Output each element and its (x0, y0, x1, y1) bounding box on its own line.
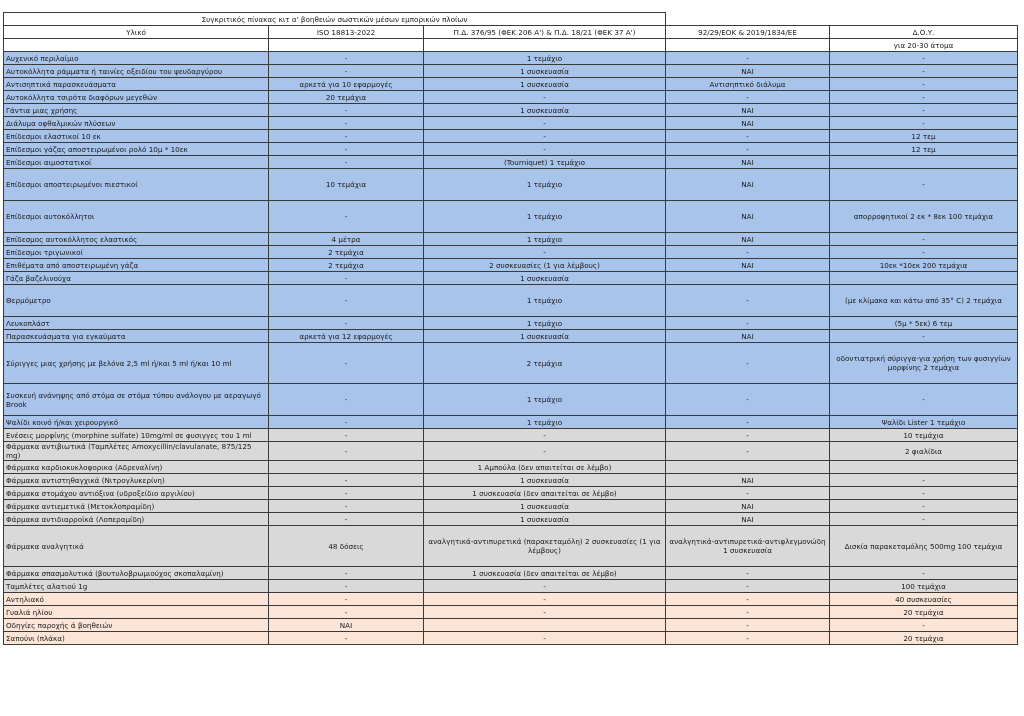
header-cell: ISO 18813-2022 (269, 26, 424, 39)
table-row (4, 513, 1018, 526)
item-cell: Φάρμακα αντιβιωτικά (Ταμπλέτες Amoxycillin/clavulanate, 875/125 mg) (4, 442, 269, 461)
doy-cell: 20 τεμάχια (830, 632, 1018, 645)
eu-cell: - (666, 487, 830, 500)
table-row (4, 246, 1018, 259)
doy-cell (830, 272, 1018, 285)
iso-cell: - (269, 442, 424, 461)
doy-cell: 12 τεμ (830, 130, 1018, 143)
pd-cell: - (424, 593, 666, 606)
doy-cell: - (830, 474, 1018, 487)
item-cell: Σαπούνι (πλάκα) (4, 632, 269, 645)
table-row (4, 442, 1018, 461)
eu-cell: ΝΑΙ (666, 233, 830, 246)
table-row (4, 461, 1018, 474)
pd-cell: - (424, 130, 666, 143)
pd-cell: - (424, 117, 666, 130)
item-cell: Διάλυμα οφθαλμικών πλύσεων (4, 117, 269, 130)
pd-cell: 2 τεμάχια (424, 343, 666, 384)
table-row (4, 567, 1018, 580)
iso-cell: αρκετά για 12 εφαρμογές (269, 330, 424, 343)
eu-cell: ΝΑΙ (666, 474, 830, 487)
eu-cell: ΝΑΙ (666, 259, 830, 272)
iso-cell: - (269, 474, 424, 487)
doy-cell: (με κλίμακα και κάτω από 35° C) 2 τεμάχια (830, 285, 1018, 317)
header-cell: Π.Δ. 376/95 (ΦΕΚ 206 Α') & Π.Δ. 18/21 (ΦΕΚ 37 Α') (424, 26, 666, 39)
doy-cell: - (830, 487, 1018, 500)
table-row (4, 384, 1018, 416)
iso-cell: - (269, 632, 424, 645)
doy-cell: - (830, 513, 1018, 526)
doy-cell: 20 τεμάχια (830, 606, 1018, 619)
pd-cell: 1 τεμάχιο (424, 285, 666, 317)
doy-cell: - (830, 91, 1018, 104)
iso-cell: - (269, 65, 424, 78)
pd-cell (424, 619, 666, 632)
item-cell: Οδηγίες παροχής ά βοηθειών (4, 619, 269, 632)
iso-cell: - (269, 429, 424, 442)
table-row (4, 619, 1018, 632)
eu-cell: ΝΑΙ (666, 156, 830, 169)
item-cell: Επίδεσμοι αυτοκόλλητοι (4, 201, 269, 233)
subheader-cell: για 20-30 άτομα (830, 39, 1018, 52)
table-row (4, 78, 1018, 91)
pd-cell: 1 τεμάχιο (424, 416, 666, 429)
iso-cell: 20 τεμάχια (269, 91, 424, 104)
pd-cell: 1 τεμάχιο (424, 169, 666, 201)
doy-cell: - (830, 384, 1018, 416)
iso-cell: - (269, 272, 424, 285)
item-cell: Επίδεσμοι τριγωνικοί (4, 246, 269, 259)
pd-cell: 1 συσκευασία (424, 272, 666, 285)
iso-cell: - (269, 384, 424, 416)
header-cell: Δ.Ο.Υ. (830, 26, 1018, 39)
eu-cell: ΝΑΙ (666, 201, 830, 233)
pd-cell: 1 συσκευασία (424, 474, 666, 487)
pd-cell: 1 τεμάχιο (424, 233, 666, 246)
table-row (4, 233, 1018, 246)
doy-cell: Δισκία παρακεταμόλης 500mg 100 τεμάχια (830, 526, 1018, 567)
eu-cell: ΝΑΙ (666, 500, 830, 513)
pd-cell: 1 συσκευασία (424, 500, 666, 513)
item-cell: Αυτοκόλλητα τσιρότα διαφόρων μεγεθών (4, 91, 269, 104)
table-row (4, 526, 1018, 567)
doy-cell (830, 461, 1018, 474)
doy-cell (830, 156, 1018, 169)
pd-cell: 1 τεμάχιο (424, 384, 666, 416)
iso-cell: 4 μέτρα (269, 233, 424, 246)
item-cell: Φάρμακα καρδιοκυκλοφορικα (Αδρεναλίνη) (4, 461, 269, 474)
table-row (4, 52, 1018, 65)
eu-cell (666, 272, 830, 285)
eu-cell: - (666, 619, 830, 632)
iso-cell: - (269, 201, 424, 233)
item-cell: Φάρμακα αντιεμετικά (Μετοκλοπραμίδη) (4, 500, 269, 513)
item-cell: Ταμπλέτες αλατιού 1g (4, 580, 269, 593)
item-cell: Γάζα βαζελινούχα (4, 272, 269, 285)
eu-cell: - (666, 317, 830, 330)
pd-cell: 1 Αμπούλα (δεν απαιτείται σε λέμβο) (424, 461, 666, 474)
eu-cell: ΝΑΙ (666, 104, 830, 117)
doy-cell: - (830, 500, 1018, 513)
iso-cell: - (269, 52, 424, 65)
pd-cell: 1 τεμάχιο (424, 201, 666, 233)
table-row (4, 474, 1018, 487)
eu-cell: - (666, 143, 830, 156)
item-cell: Φάρμακα αντιδιαρροϊκά (Λοπεραμίδη) (4, 513, 269, 526)
item-cell: Επίδεσμοι γάζας αποστειρωμένοι ρολό 10μ * 10εκ (4, 143, 269, 156)
item-cell: Φάρμακα σπασμολυτικά (βουτυλοβρωμιούχος σκοπαλαμίνη) (4, 567, 269, 580)
eu-cell: - (666, 130, 830, 143)
doy-cell: (5μ * 5εκ) 6 τεμ (830, 317, 1018, 330)
iso-cell: - (269, 580, 424, 593)
table-row (4, 117, 1018, 130)
pd-cell: αναλγητικά-αντιπυρετικά (παρακεταμόλη) 2 συσκευασίες (1 για λέμβους) (424, 526, 666, 567)
iso-cell: - (269, 156, 424, 169)
eu-cell: - (666, 442, 830, 461)
table-row (4, 593, 1018, 606)
item-cell: Αντισηπτικά παρασκευάσματα (4, 78, 269, 91)
doy-cell: - (830, 169, 1018, 201)
doy-cell: - (830, 619, 1018, 632)
eu-cell: ΝΑΙ (666, 330, 830, 343)
eu-cell: ΝΑΙ (666, 65, 830, 78)
item-cell: Γάντια μιας χρήσης (4, 104, 269, 117)
item-cell: Σύριγγες μιας χρήσης με βελόνα 2,5 ml ή/και 5 ml ή/και 10 ml (4, 343, 269, 384)
item-cell: Λευκοπλάστ (4, 317, 269, 330)
iso-cell: - (269, 343, 424, 384)
doy-cell: - (830, 117, 1018, 130)
item-cell: Αυχενικό περιλαίμιο (4, 52, 269, 65)
eu-cell: Αντισηπτικό διάλυμα (666, 78, 830, 91)
pd-cell: - (424, 246, 666, 259)
item-cell: Φάρμακα αναλγητικά (4, 526, 269, 567)
doy-cell: 10εκ *10εκ 200 τεμάχια (830, 259, 1018, 272)
pd-cell: 1 συσκευασία (δεν απαιτείται σε λέμβο) (424, 487, 666, 500)
item-cell: Φάρμακα αντιστηθαγχικά (Νιτρογλυκερίνη) (4, 474, 269, 487)
doy-cell: - (830, 65, 1018, 78)
eu-cell: - (666, 593, 830, 606)
eu-cell: αναλγητικά-αντιπυρετικά-αντιφλεγμονώδη 1 συσκευασία (666, 526, 830, 567)
pd-cell: - (424, 632, 666, 645)
eu-cell: - (666, 429, 830, 442)
eu-cell: ΝΑΙ (666, 117, 830, 130)
eu-cell: - (666, 91, 830, 104)
item-cell: Επίδεσμος αυτοκόλλητος ελαστικός (4, 233, 269, 246)
table-row (4, 143, 1018, 156)
iso-cell: - (269, 416, 424, 429)
item-cell: Φάρμακα στομάχου αντιόξινα (υδροξείδιο αργιλίου) (4, 487, 269, 500)
header-row (4, 26, 1018, 39)
iso-cell: 10 τεμάχια (269, 169, 424, 201)
table-row (4, 429, 1018, 442)
table-row (4, 416, 1018, 429)
iso-cell: - (269, 285, 424, 317)
table-row (4, 285, 1018, 317)
table-row (4, 632, 1018, 645)
item-cell: Επιθέματα από αποστειρωμένη γάζα (4, 259, 269, 272)
table-row (4, 201, 1018, 233)
table-row (4, 156, 1018, 169)
eu-cell: - (666, 416, 830, 429)
table-title: Συγκριτικός πίνακας κιτ α' βοηθειών σωστικών μέσων εμπορικών πλοίων (4, 13, 666, 26)
doy-cell: 10 τεμάχια (830, 429, 1018, 442)
pd-cell: 2 συσκευασίες (1 για λέμβους) (424, 259, 666, 272)
pd-cell: 1 συσκευασία (424, 65, 666, 78)
item-cell: Επίδεσμοι ελαστικοί 10 εκ (4, 130, 269, 143)
eu-cell: - (666, 246, 830, 259)
pd-cell: - (424, 429, 666, 442)
doy-cell: Ψαλίδι Lister 1 τεμάχιο (830, 416, 1018, 429)
pd-cell: 1 τεμάχιο (424, 52, 666, 65)
iso-cell: 48 δόσεις (269, 526, 424, 567)
eu-cell: - (666, 580, 830, 593)
iso-cell: - (269, 606, 424, 619)
pd-cell: 1 συσκευασία (424, 330, 666, 343)
doy-cell: - (830, 330, 1018, 343)
pd-cell: 1 συσκευασία (424, 78, 666, 91)
eu-cell: - (666, 567, 830, 580)
doy-cell: οδοντιατρική σύριγγα-για χρήση των φυσιγγίων μορφίνης 2 τεμάχια (830, 343, 1018, 384)
table-row (4, 130, 1018, 143)
doy-cell: 2 φιαλίδια (830, 442, 1018, 461)
iso-cell: - (269, 104, 424, 117)
table-row (4, 65, 1018, 78)
pd-cell: - (424, 143, 666, 156)
item-cell: Ψαλίδι κοινό ή/και χειρουργικό (4, 416, 269, 429)
pd-cell: - (424, 606, 666, 619)
iso-cell: - (269, 117, 424, 130)
iso-cell: αρκετά για 10 εφαρμογές (269, 78, 424, 91)
item-cell: Αντηλιακό (4, 593, 269, 606)
table-row (4, 104, 1018, 117)
doy-cell: - (830, 78, 1018, 91)
item-cell: Παρασκευάσματα για εγκαύματα (4, 330, 269, 343)
table-row (4, 169, 1018, 201)
iso-cell: - (269, 513, 424, 526)
doy-cell: - (830, 246, 1018, 259)
iso-cell: ΝΑΙ (269, 619, 424, 632)
eu-cell: - (666, 285, 830, 317)
doy-cell: 100 τεμάχια (830, 580, 1018, 593)
iso-cell: - (269, 317, 424, 330)
doy-cell: - (830, 52, 1018, 65)
doy-cell: 40 συσκευασίες (830, 593, 1018, 606)
doy-cell: - (830, 233, 1018, 246)
eu-cell (666, 461, 830, 474)
eu-cell: - (666, 52, 830, 65)
eu-cell: - (666, 606, 830, 619)
table-row (4, 500, 1018, 513)
pd-cell: 1 συσκευασία (424, 513, 666, 526)
header-cell: 92/29/ΕΟΚ & 2019/1834/ΕΕ (666, 26, 830, 39)
iso-cell: 2 τεμάχια (269, 246, 424, 259)
iso-cell (269, 461, 424, 474)
header-cell: Υλικό (4, 26, 269, 39)
pd-cell: - (424, 442, 666, 461)
iso-cell: - (269, 500, 424, 513)
table-row (4, 317, 1018, 330)
iso-cell: - (269, 143, 424, 156)
eu-cell: - (666, 384, 830, 416)
table-row (4, 272, 1018, 285)
item-cell: Θερμόμετρο (4, 285, 269, 317)
table-row (4, 259, 1018, 272)
item-cell: Επίδεσμοι αποστειρωμένοι πιεστικοί (4, 169, 269, 201)
iso-cell: - (269, 487, 424, 500)
iso-cell: 2 τεμάχια (269, 259, 424, 272)
table-row (4, 343, 1018, 384)
pd-cell: - (424, 580, 666, 593)
iso-cell: - (269, 567, 424, 580)
pd-cell: 1 τεμάχιο (424, 317, 666, 330)
pd-cell: 1 συσκευασία (δεν απαιτείται σε λέμβο) (424, 567, 666, 580)
table-row (4, 330, 1018, 343)
doy-cell: απορροφητικοί 2 εκ * 8εκ 100 τεμάχια (830, 201, 1018, 233)
item-cell: Συσκευή ανάνηψης από στόμα σε στόμα τύπου ανάλογου με αεραγωγό Brook (4, 384, 269, 416)
table-row (4, 487, 1018, 500)
doy-cell: - (830, 567, 1018, 580)
item-cell: Γυαλιά ηλίου (4, 606, 269, 619)
eu-cell: ΝΑΙ (666, 513, 830, 526)
item-cell: Επίδεσμοι αιμοστατικοί (4, 156, 269, 169)
eu-cell: - (666, 632, 830, 645)
doy-cell: 12 τεμ (830, 143, 1018, 156)
doy-cell: - (830, 104, 1018, 117)
table-row (4, 580, 1018, 593)
table-row (4, 606, 1018, 619)
pd-cell: (Tourniquet) 1 τεμάχιο (424, 156, 666, 169)
table-row (4, 91, 1018, 104)
eu-cell: ΝΑΙ (666, 169, 830, 201)
item-cell: Ενέσεις μορφίνης (morphine sulfate) 10mg/ml σε φυσιγγες του 1 ml (4, 429, 269, 442)
pd-cell: 1 συσκευασία (424, 104, 666, 117)
iso-cell: - (269, 130, 424, 143)
subheader-row (4, 39, 1018, 52)
eu-cell: - (666, 343, 830, 384)
item-cell: Αυτοκόλλητα ράμματα ή ταινίες οξειδίου του ψευδαργύρου (4, 65, 269, 78)
comparison-table (3, 12, 1018, 645)
pd-cell: - (424, 91, 666, 104)
iso-cell: - (269, 593, 424, 606)
